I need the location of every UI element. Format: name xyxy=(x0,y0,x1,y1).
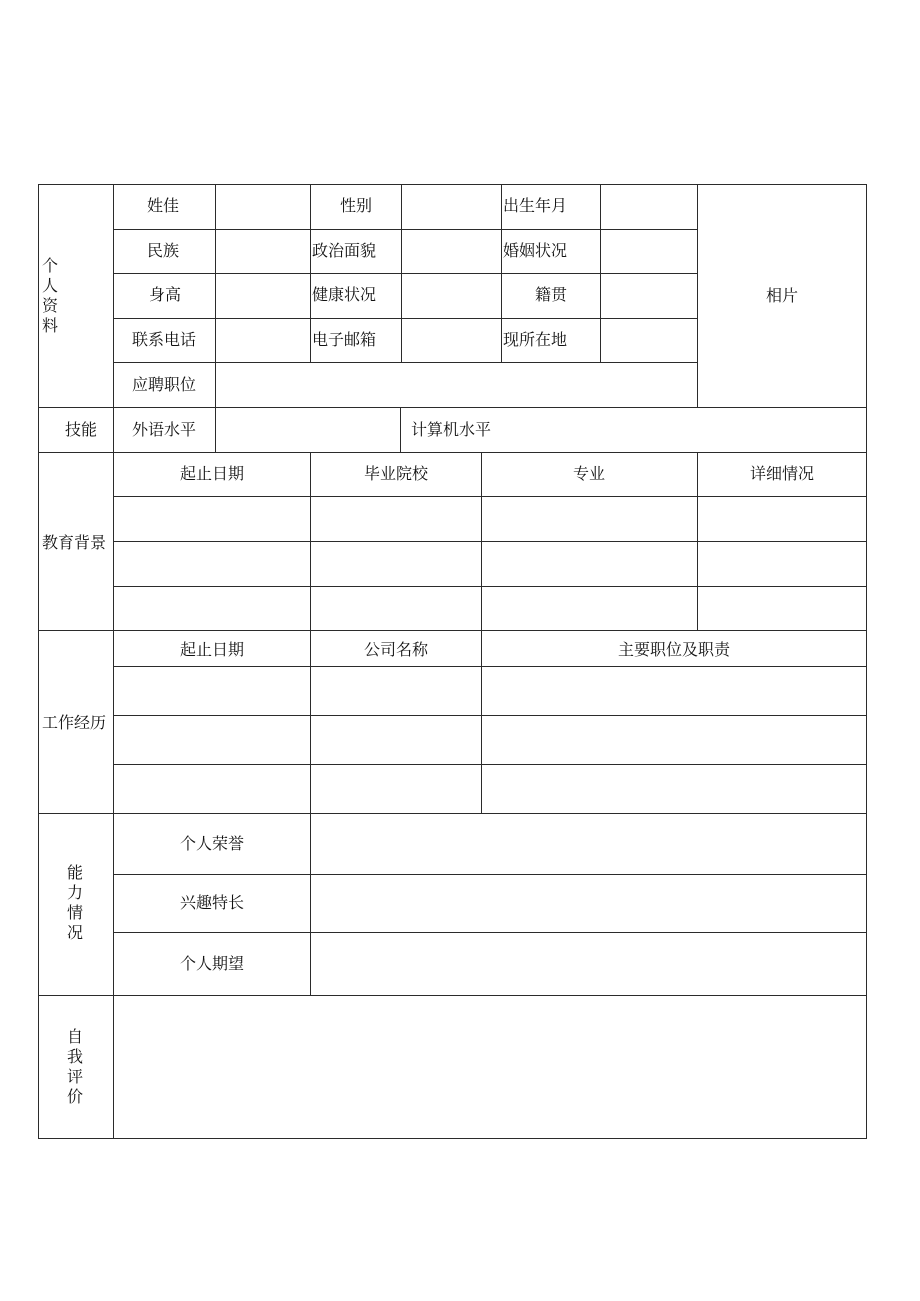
language-field[interactable] xyxy=(216,408,400,452)
section-ability: 能 力 情 况 xyxy=(66,863,83,942)
section-work: 工作经历 xyxy=(42,713,107,732)
honors-field[interactable] xyxy=(311,814,866,874)
work-cell[interactable] xyxy=(311,765,481,813)
photo-label: 相片 xyxy=(765,286,799,305)
edu-cell[interactable] xyxy=(698,497,866,541)
edu-cell[interactable] xyxy=(114,587,310,630)
position-field[interactable] xyxy=(216,363,697,407)
edu-cell[interactable] xyxy=(698,542,866,586)
resume-form xyxy=(38,184,867,1139)
work-cell[interactable] xyxy=(482,765,866,813)
work-header-duties: 主要职位及职责 xyxy=(617,640,731,659)
marital-field[interactable] xyxy=(601,230,697,273)
political-label: 政治面貌 xyxy=(312,241,377,260)
health-field[interactable] xyxy=(402,274,501,318)
work-header-company: 公司名称 xyxy=(363,640,429,659)
edu-cell[interactable] xyxy=(482,497,697,541)
birth-field[interactable] xyxy=(601,185,697,229)
work-cell[interactable] xyxy=(482,667,866,715)
col-p-b xyxy=(310,184,311,362)
self-eval-field[interactable] xyxy=(114,996,866,1138)
location-label: 现所在地 xyxy=(503,330,568,349)
border-left xyxy=(38,184,39,1139)
expectation-field[interactable] xyxy=(311,933,866,995)
work-cell[interactable] xyxy=(311,716,481,764)
edu-cell[interactable] xyxy=(311,587,481,630)
edu-cell[interactable] xyxy=(698,587,866,630)
phone-field[interactable] xyxy=(216,319,310,362)
edu-cell[interactable] xyxy=(114,542,310,586)
language-label: 外语水平 xyxy=(132,420,197,439)
edu-header-details: 详细情况 xyxy=(749,464,815,483)
edu-cell[interactable] xyxy=(311,542,481,586)
edu-header-school: 毕业院校 xyxy=(363,464,429,483)
section-skills: 技能 xyxy=(64,420,98,439)
edu-cell[interactable] xyxy=(482,542,697,586)
health-label: 健康状况 xyxy=(312,285,377,304)
rule-edu-end xyxy=(38,630,867,631)
work-cell[interactable] xyxy=(311,667,481,715)
email-label: 电子邮箱 xyxy=(312,330,377,349)
section-education: 教育背景 xyxy=(42,533,107,552)
edu-header-dates: 起止日期 xyxy=(179,464,245,483)
col-p-d xyxy=(501,184,502,362)
work-cell[interactable] xyxy=(114,765,310,813)
political-field[interactable] xyxy=(402,230,501,273)
edu-cell[interactable] xyxy=(311,497,481,541)
photo-box[interactable] xyxy=(698,185,866,407)
position-label: 应聘职位 xyxy=(131,375,197,394)
location-field[interactable] xyxy=(601,319,697,362)
ethnicity-label: 民族 xyxy=(146,241,180,260)
work-cell[interactable] xyxy=(114,667,310,715)
phone-label: 联系电话 xyxy=(131,330,197,349)
ethnicity-field[interactable] xyxy=(216,230,310,273)
expectation-label: 个人期望 xyxy=(179,954,245,973)
computer-field[interactable] xyxy=(503,408,866,452)
work-cell[interactable] xyxy=(114,716,310,764)
gender-label: 性别 xyxy=(340,196,373,215)
rule-skills-end xyxy=(38,452,867,453)
hometown-label: 籍贯 xyxy=(535,285,568,304)
section-personal: 个 人 资 料 xyxy=(41,256,58,335)
marital-label: 婚姻状况 xyxy=(503,241,568,260)
edu-cell[interactable] xyxy=(114,497,310,541)
border-right xyxy=(866,184,867,1139)
height-field[interactable] xyxy=(216,274,310,318)
work-cell[interactable] xyxy=(482,716,866,764)
section-self-eval: 自 我 评 价 xyxy=(66,1027,83,1106)
name-field[interactable] xyxy=(216,185,310,229)
edu-cell[interactable] xyxy=(482,587,697,630)
birth-label: 出生年月 xyxy=(503,196,568,215)
computer-label: 计算机水平 xyxy=(411,420,492,439)
col-s-b xyxy=(400,407,401,452)
border-bottom xyxy=(38,1138,867,1139)
interests-field[interactable] xyxy=(311,875,866,932)
name-label: 姓佳 xyxy=(146,196,180,215)
interests-label: 兴趣特长 xyxy=(179,893,245,912)
height-label: 身高 xyxy=(148,285,182,304)
edu-header-major: 专业 xyxy=(572,464,606,483)
work-header-dates: 起止日期 xyxy=(179,640,245,659)
hometown-field[interactable] xyxy=(601,274,697,318)
gender-field[interactable] xyxy=(402,185,501,229)
honors-label: 个人荣誉 xyxy=(179,834,245,853)
email-field[interactable] xyxy=(402,319,501,362)
